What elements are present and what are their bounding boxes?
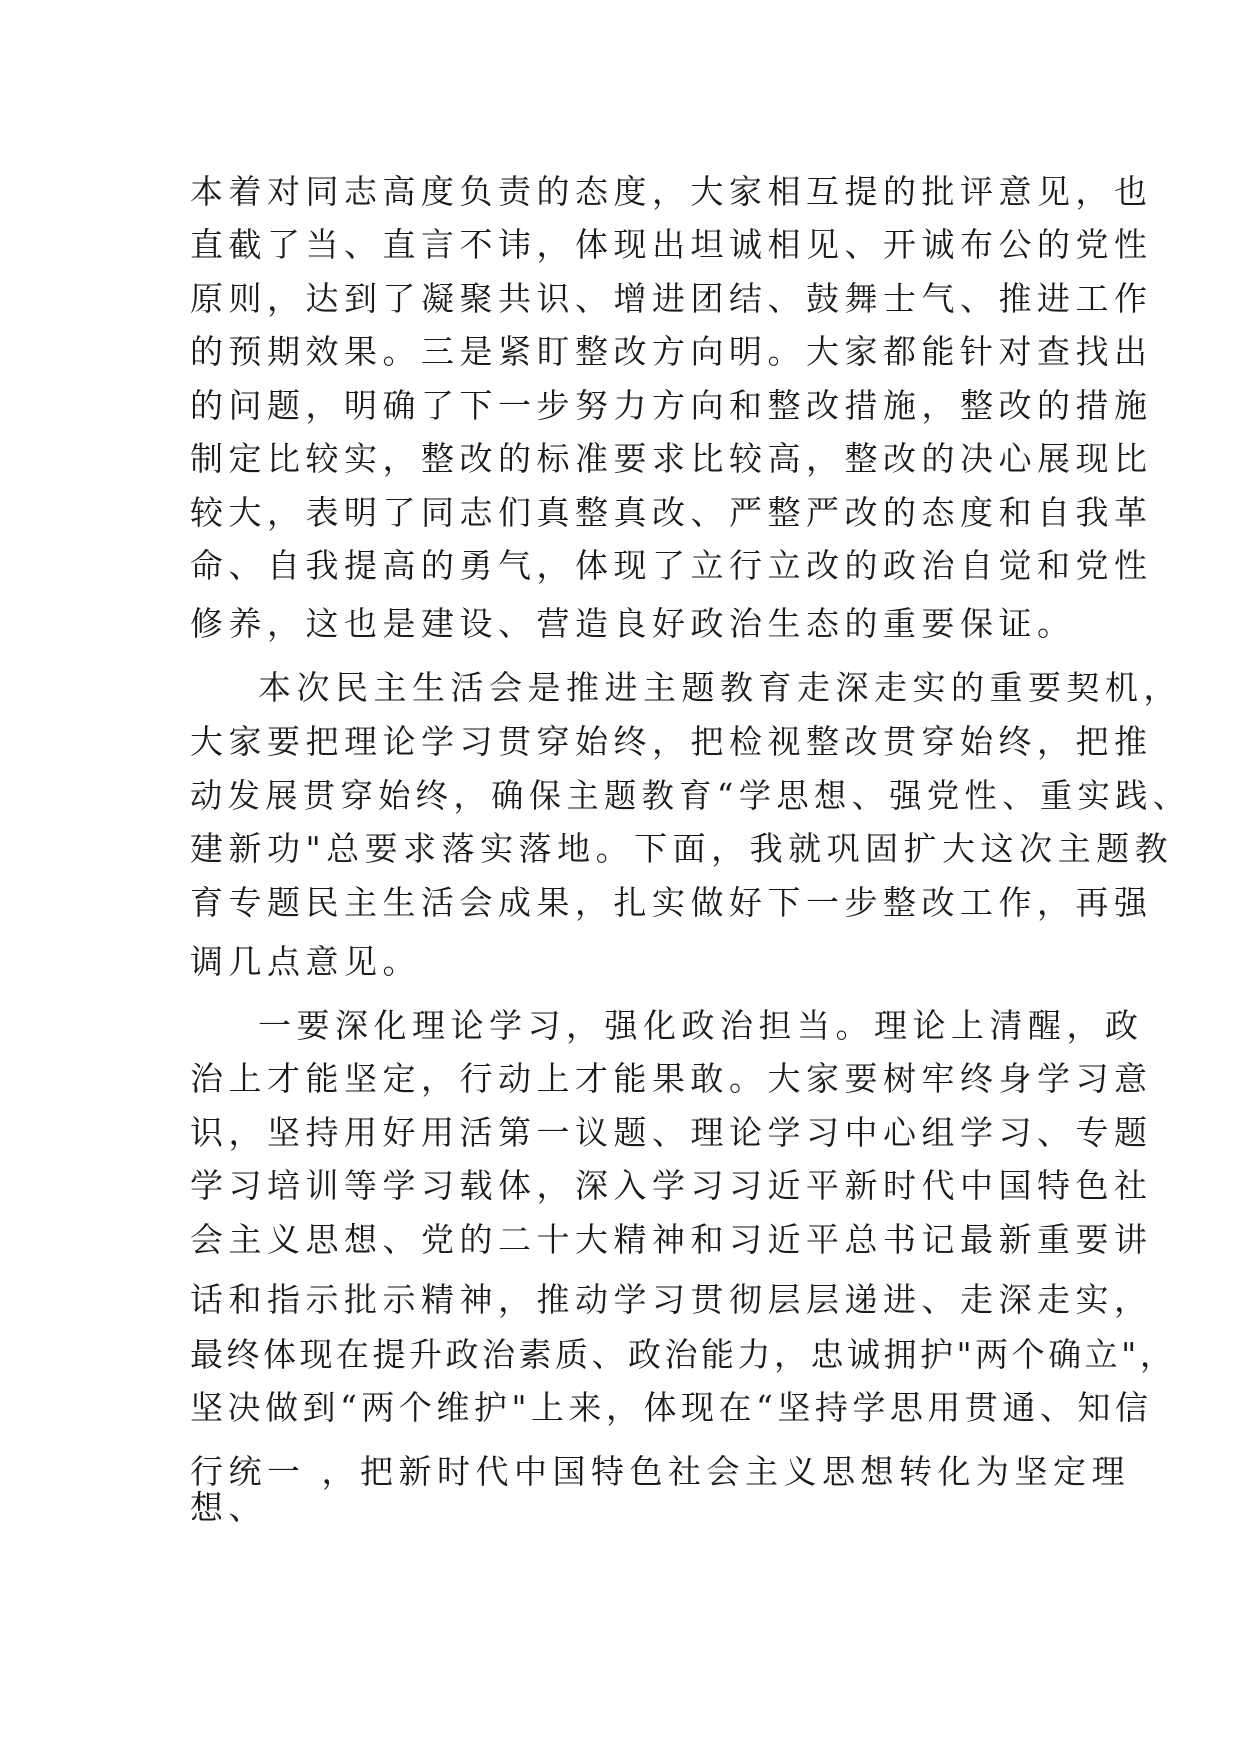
paragraph-3-line-4: 学习培训等学习载体，深入学习习近平新时代中国特色社: [190, 1166, 1153, 1205]
paragraph-1-line-7: 较大，表明了同志们真整真改、严整严改的态度和自我革: [190, 493, 1153, 532]
paragraph-3-line-1: 一要深化理论学习，强化政治担当。理论上清醒，政: [258, 1006, 1144, 1045]
paragraph-3-line-6: 话和指示批示精神，推动学习贯彻层层递进、走深走实，: [190, 1280, 1153, 1319]
paragraph-3-line-7: 最终体现在提升政治素质、政治能力，忠诚拥护"两个确立"，: [190, 1335, 1177, 1374]
paragraph-3-line-2: 治上才能坚定，行动上才能果敢。大家要树牢终身学习意: [190, 1059, 1153, 1098]
paragraph-1-line-9: 修养，这也是建设、营造良好政治生态的重要保证。: [190, 604, 1076, 643]
paragraph-3-line-5: 会主义思想、党的二十大精神和习近平总书记最新重要讲: [190, 1220, 1153, 1259]
paragraph-2-line-1: 本次民主生活会是推进主题教育走深走实的重要契机，: [258, 668, 1182, 707]
paragraph-1-line-8: 命、自我提高的勇气，体现了立行立改的政治自觉和党性: [190, 546, 1153, 585]
paragraph-1-line-6: 制定比较实，整改的标准要求比较高，整改的决心展现比: [190, 439, 1153, 478]
paragraph-2-line-6: 调几点意见。: [190, 942, 421, 981]
paragraph-1-line-1: 本着对同志高度负责的态度，大家相互提的批评意见，也: [190, 172, 1153, 211]
paragraph-3-line-10: 想、: [190, 1488, 267, 1527]
paragraph-2-line-3: 动发展贯穿始终，确保主题教育“学思想、强党性、重实践、: [190, 776, 1191, 815]
paragraph-2-line-4: 建新功"总要求落实落地。下面，我就巩固扩大这次主题教: [190, 829, 1174, 868]
paragraph-1-line-5: 的问题，明确了下一步努力方向和整改措施，整改的措施: [190, 386, 1153, 425]
paragraph-2-line-5: 育专题民主生活会成果，扎实做好下一步整改工作，再强: [190, 883, 1153, 922]
paragraph-1-line-2: 直截了当、直言不讳，体现出坦诚相见、开诚布公的党性: [190, 225, 1153, 264]
paragraph-3-line-8: 坚决做到“两个维护"上来，体现在“坚持学思用贯通、知信: [190, 1388, 1153, 1427]
paragraph-3-line-9: 行统一 ，把新时代中国特色社会主义思想转化为坚定理: [190, 1452, 1130, 1491]
paragraph-1-line-3: 原则，达到了凝聚共识、增进团结、鼓舞士气、推进工作: [190, 279, 1153, 318]
paragraph-1-line-4: 的预期效果。三是紧盯整改方向明。大家都能针对查找出: [190, 332, 1153, 371]
paragraph-2-line-2: 大家要把理论学习贯穿始终，把检视整改贯穿始终，把推: [190, 722, 1153, 761]
paragraph-3-line-3: 识，坚持用好用活第一议题、理论学习中心组学习、专题: [190, 1113, 1153, 1152]
